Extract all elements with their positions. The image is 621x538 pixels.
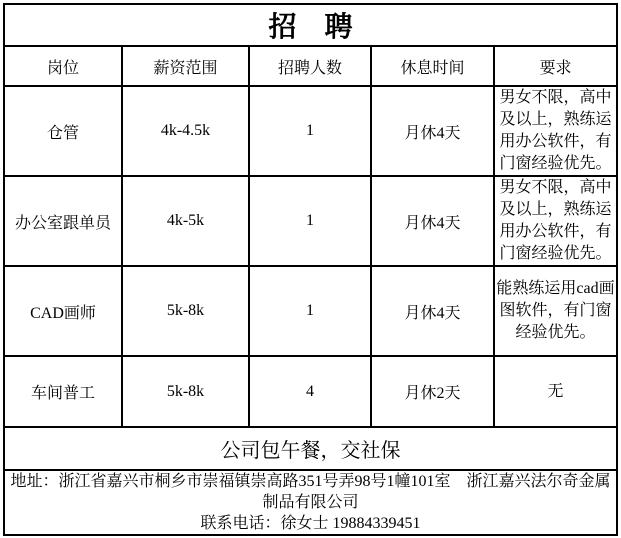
recruitment-poster	[3, 3, 616, 532]
recruitment-table	[3, 3, 618, 536]
position-cell: 仓管	[4, 86, 122, 176]
page-title: 招 聘	[4, 4, 617, 46]
header-cell-rest: 休息时间	[371, 46, 494, 86]
requirements-cell: 男女不限，高中及以上，熟练运用办公软件，有门窗经验优先。	[494, 176, 617, 266]
table-row	[4, 86, 617, 176]
benefits-text: 公司包午餐，交社保	[4, 427, 617, 470]
header-cell-headcount: 招聘人数	[249, 46, 371, 86]
headcount-cell: 4	[249, 356, 371, 427]
benefits-row	[4, 427, 617, 470]
contact-row	[4, 470, 617, 535]
headcount-cell: 1	[249, 86, 371, 176]
position-cell: 办公室跟单员	[4, 176, 122, 266]
position-cell: 车间普工	[4, 356, 122, 427]
requirements-cell: 能熟练运用cad画图软件，有门窗经验优先。	[494, 266, 617, 356]
header-cell-requirements: 要求	[494, 46, 617, 86]
salary-cell: 5k-8k	[122, 266, 249, 356]
header-row	[4, 46, 617, 86]
headcount-cell: 1	[249, 176, 371, 266]
title-row	[4, 4, 617, 46]
rest-cell: 月休4天	[371, 176, 494, 266]
rest-cell: 月休4天	[371, 266, 494, 356]
table-row	[4, 176, 617, 266]
header-cell-position: 岗位	[4, 46, 122, 86]
salary-cell: 5k-8k	[122, 356, 249, 427]
salary-cell: 4k-5k	[122, 176, 249, 266]
contact-cell	[4, 470, 617, 535]
requirements-cell: 男女不限，高中及以上，熟练运用办公软件，有门窗经验优先。	[494, 86, 617, 176]
header-cell-salary: 薪资范围	[122, 46, 249, 86]
phone-text: 联系电话：徐女士 19884339451	[200, 515, 421, 532]
rest-cell: 月休4天	[371, 86, 494, 176]
salary-cell: 4k-4.5k	[122, 86, 249, 176]
requirements-cell: 无	[494, 356, 617, 427]
headcount-cell: 1	[249, 266, 371, 356]
position-cell: CAD画师	[4, 266, 122, 356]
table-row	[4, 356, 617, 427]
address-text: 地址：浙江省嘉兴市桐乡市崇福镇崇高路351号弄98号1幢101室 浙江嘉兴法尔奇金属制品有限公司	[10, 473, 611, 511]
rest-cell: 月休2天	[371, 356, 494, 427]
table-row	[4, 266, 617, 356]
